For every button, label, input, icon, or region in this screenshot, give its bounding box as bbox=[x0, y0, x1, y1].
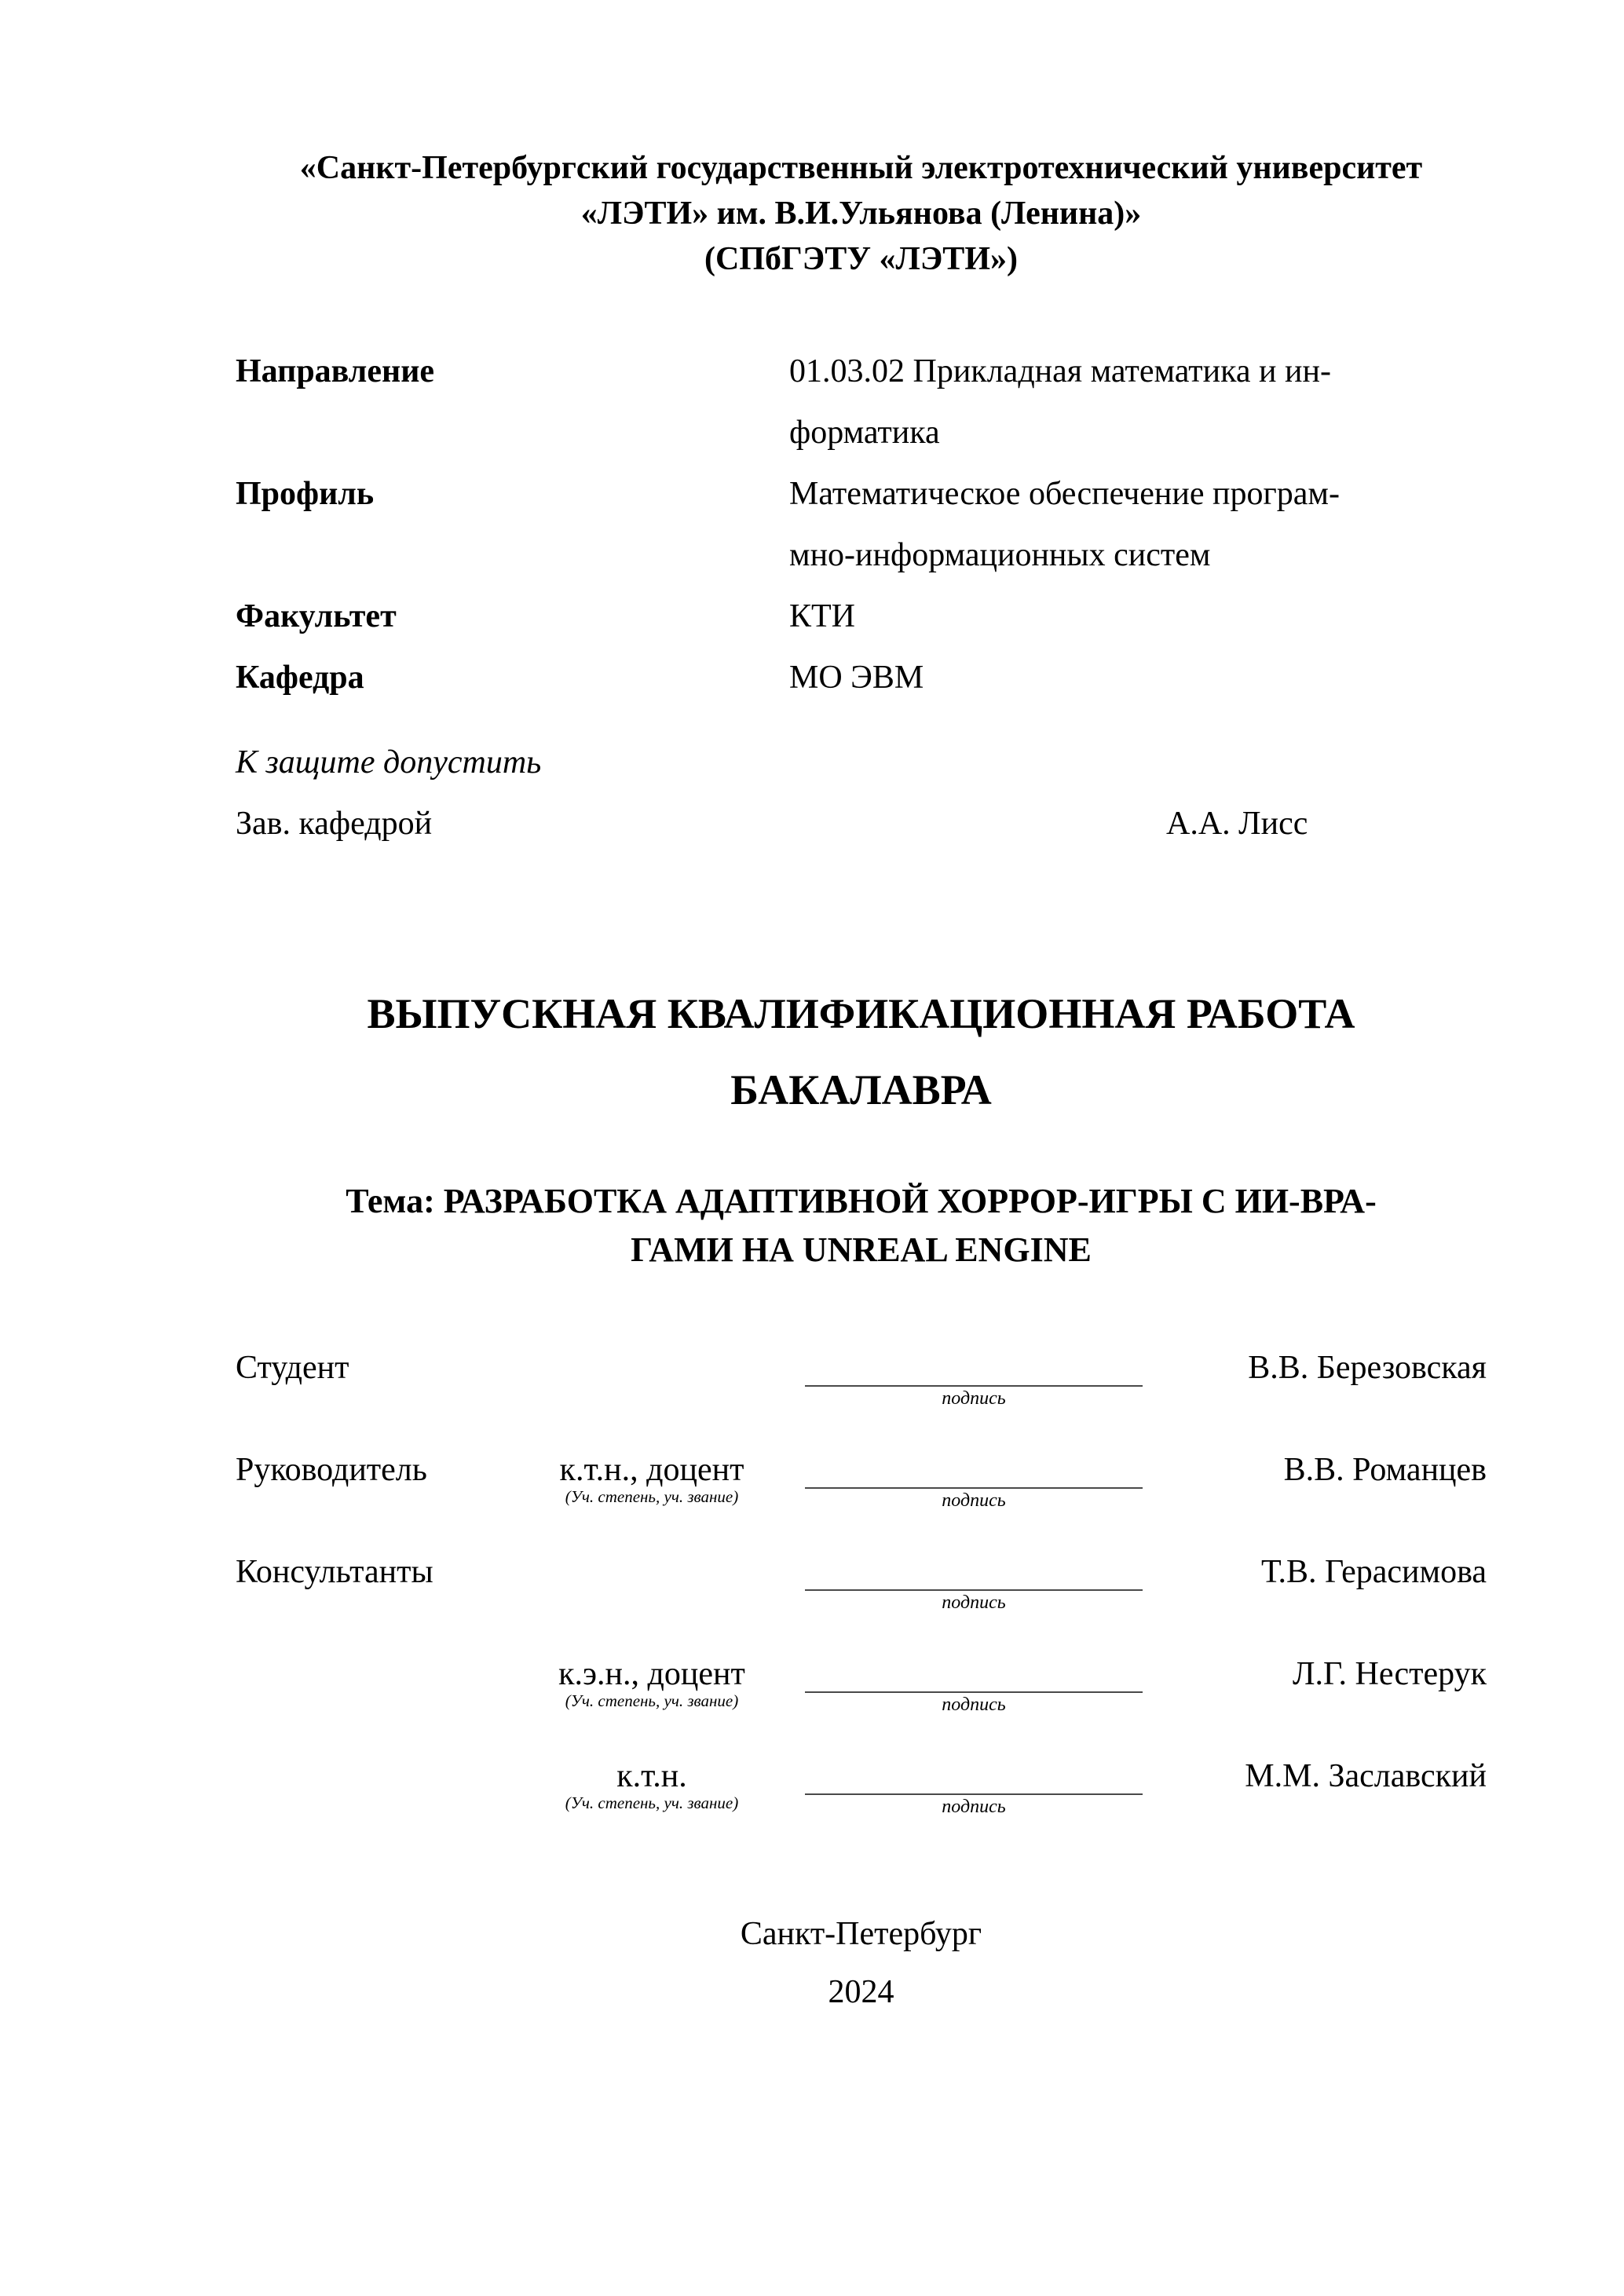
signatory-name: В.В. Березовская bbox=[1248, 1350, 1487, 1386]
signature-field bbox=[805, 1451, 1143, 1512]
work-title-line: БАКАЛАВРА bbox=[730, 1066, 992, 1113]
meta-row-department bbox=[236, 647, 1487, 708]
meta-value-line: 01.03.02 Прикладная математика и ин- bbox=[789, 353, 1331, 389]
theme-title-line: Тема: РАЗРАБОТКА АДАПТИВНОЙ ХОРРОР-ИГРЫ С ИИ-ВРА- bbox=[346, 1182, 1377, 1220]
signature-row-supervisor bbox=[236, 1451, 1487, 1512]
university-name-line: «Санкт-Петербургский государственный электротехнический университет bbox=[299, 150, 1423, 186]
degree-label: к.т.н. bbox=[616, 1758, 687, 1794]
signatory-role: Руководитель bbox=[236, 1452, 427, 1488]
signatory-role: Консультанты bbox=[236, 1554, 433, 1590]
degree-note: (Уч. степень, уч. звание) bbox=[565, 1793, 739, 1812]
meta-label-department: Кафедра bbox=[236, 660, 364, 696]
signature-caption: подпись bbox=[942, 1592, 1006, 1613]
meta-value-direction bbox=[789, 341, 1487, 463]
theme-title bbox=[236, 1177, 1487, 1274]
admission-role: Зав. кафедрой bbox=[236, 806, 433, 842]
signature-row-consultant-3 bbox=[236, 1757, 1487, 1819]
signature-caption: подпись bbox=[942, 1388, 1006, 1409]
signature-line bbox=[805, 1349, 1143, 1387]
meta-value-faculty bbox=[789, 586, 1487, 647]
theme-title-line: ГАМИ НА UNREAL ENGINE bbox=[631, 1230, 1092, 1269]
footer-year: 2024 bbox=[828, 1974, 894, 2010]
degree-note: (Уч. степень, уч. звание) bbox=[565, 1691, 739, 1710]
meta-label-profile: Профиль bbox=[236, 476, 375, 512]
work-title-line: ВЫПУСКНАЯ КВАЛИФИКАЦИОННАЯ РАБОТА bbox=[367, 990, 1355, 1037]
signature-row-consultant-2 bbox=[236, 1655, 1487, 1717]
meta-value-department bbox=[789, 647, 1487, 708]
meta-value-line: мно-информационных систем bbox=[789, 537, 1211, 573]
admission-signature-row bbox=[236, 793, 1487, 854]
meta-value-line: КТИ bbox=[789, 598, 855, 634]
admission-note: К защите допустить bbox=[236, 744, 542, 781]
meta-label-faculty: Факультет bbox=[236, 598, 397, 634]
degree-cell bbox=[542, 1757, 762, 1812]
university-header bbox=[236, 145, 1487, 282]
degree-cell bbox=[542, 1655, 762, 1710]
signature-line bbox=[805, 1451, 1143, 1489]
signature-line bbox=[805, 1655, 1143, 1693]
signatory-name: М.М. Заславский bbox=[1245, 1758, 1487, 1794]
signatory-name: Л.Г. Нестерук bbox=[1292, 1656, 1487, 1692]
meta-row-faculty bbox=[236, 586, 1487, 647]
footer bbox=[236, 1905, 1487, 2021]
signature-field bbox=[805, 1553, 1143, 1614]
degree-label: к.э.н., доцент bbox=[558, 1656, 745, 1692]
signature-field bbox=[805, 1757, 1143, 1819]
meta-value-line: форматика bbox=[789, 415, 940, 451]
university-name-line: «ЛЭТИ» им. В.И.Ульянова (Ленина)» bbox=[580, 196, 1142, 232]
meta-value-line: МО ЭВМ bbox=[789, 660, 924, 696]
signatory-role: Студент bbox=[236, 1350, 349, 1386]
meta-row-direction bbox=[236, 341, 1487, 463]
meta-row-profile bbox=[236, 463, 1487, 586]
meta-value-line: Математическое обеспечение програм- bbox=[789, 476, 1340, 512]
signature-row-student bbox=[236, 1349, 1487, 1410]
signature-caption: подпись bbox=[942, 1490, 1006, 1511]
signature-field bbox=[805, 1655, 1143, 1717]
signature-caption: подпись bbox=[942, 1695, 1006, 1715]
signatory-name: В.В. Романцев bbox=[1283, 1452, 1487, 1488]
admission-block bbox=[236, 732, 1487, 854]
degree-cell bbox=[542, 1451, 762, 1506]
meta-label-direction: Направление bbox=[236, 353, 435, 389]
signatory-name: Т.В. Герасимова bbox=[1261, 1554, 1487, 1590]
department-head-name: А.А. Лисс bbox=[1166, 806, 1308, 842]
program-info-block bbox=[236, 341, 1487, 708]
signature-block bbox=[236, 1349, 1487, 1819]
signature-field bbox=[805, 1349, 1143, 1410]
degree-note: (Уч. степень, уч. звание) bbox=[565, 1487, 739, 1506]
signature-caption: подпись bbox=[942, 1797, 1006, 1817]
work-title bbox=[236, 976, 1487, 1128]
signature-line bbox=[805, 1553, 1143, 1591]
meta-value-profile bbox=[789, 463, 1487, 586]
degree-label: к.т.н., доцент bbox=[559, 1452, 744, 1488]
university-abbreviation-line: (СПбГЭТУ «ЛЭТИ») bbox=[704, 241, 1018, 277]
footer-city: Санкт-Петербург bbox=[740, 1916, 982, 1952]
signature-row-consultant-1 bbox=[236, 1553, 1487, 1614]
signature-line bbox=[805, 1757, 1143, 1795]
